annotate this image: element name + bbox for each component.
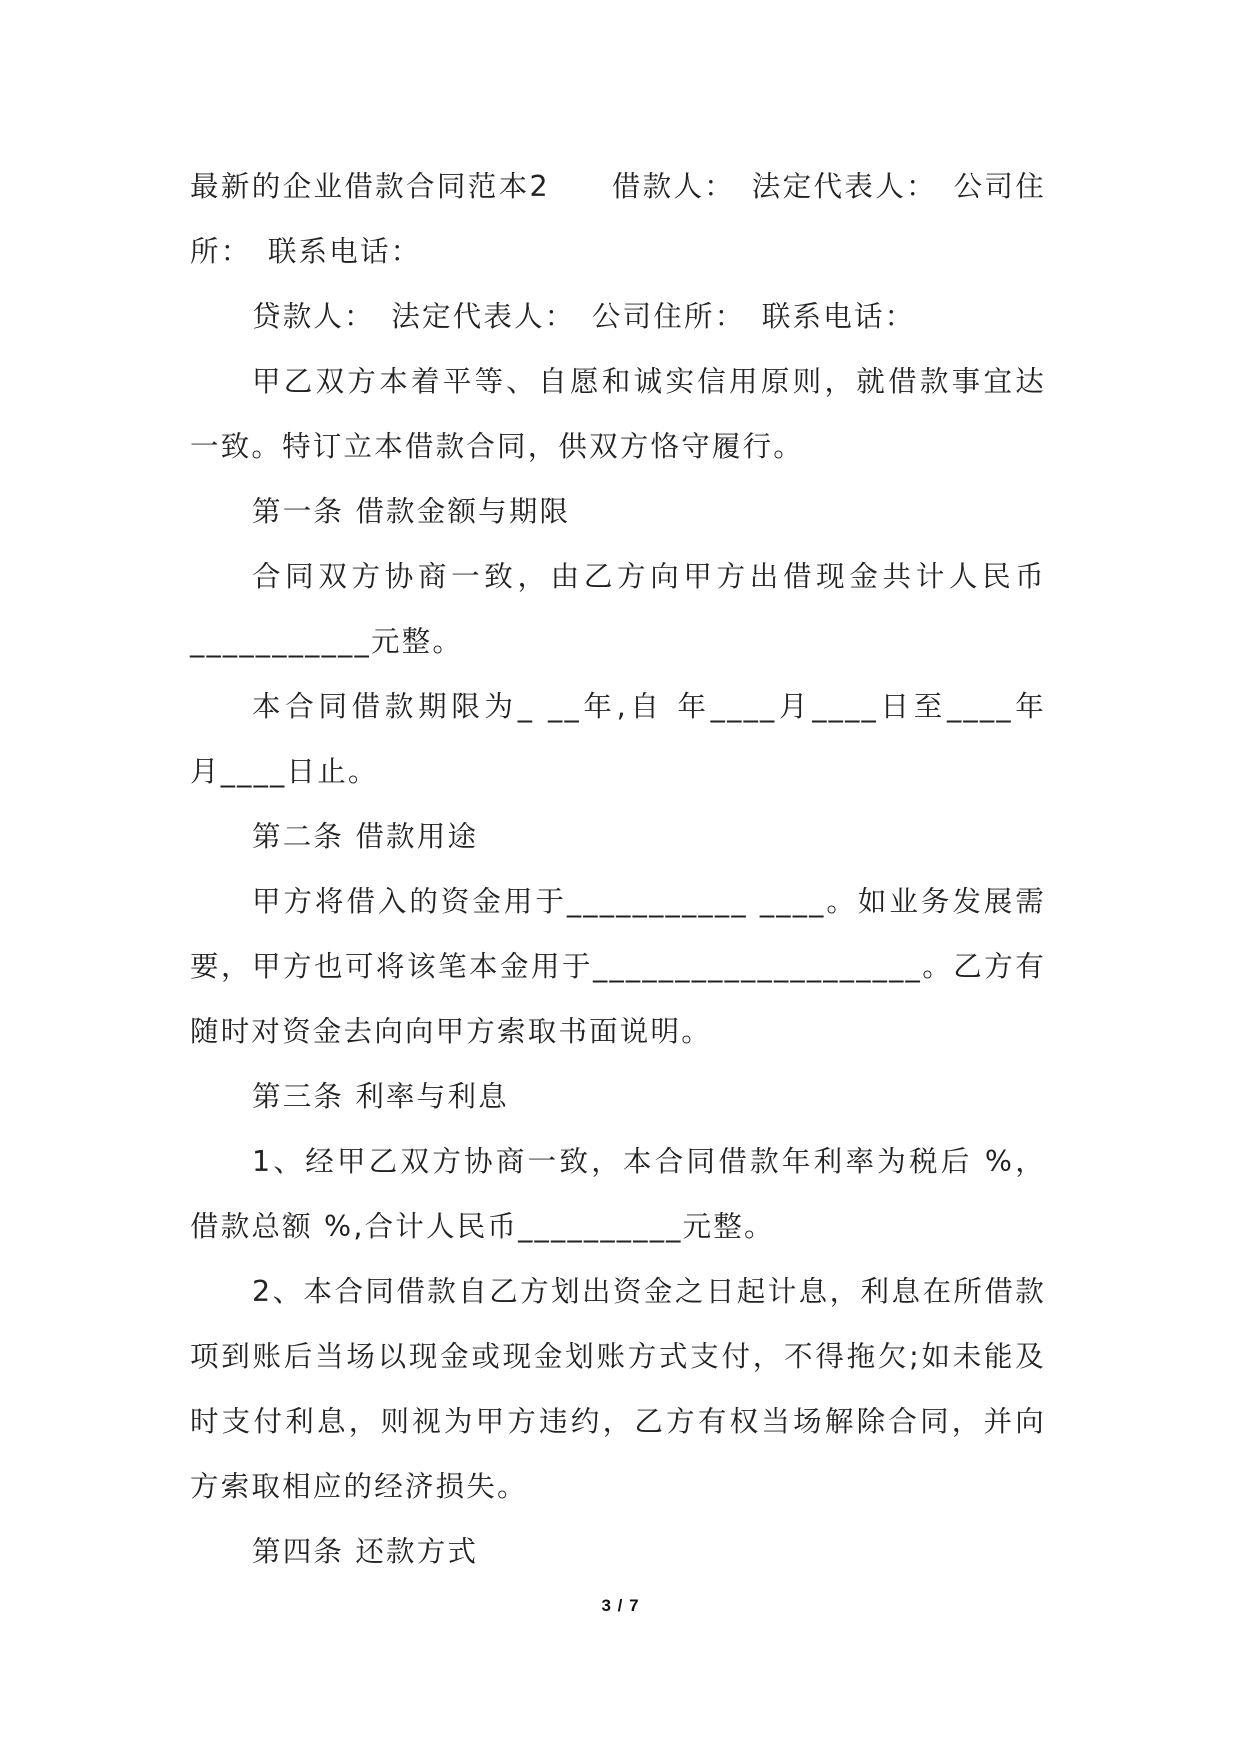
text-line: 方索取相应的经济损失。: [190, 1470, 528, 1503]
page-number: 3 / 7: [601, 1596, 640, 1615]
text-line: 甲乙双方本着平等、自愿和诚实信用原则，就借款事宜达: [252, 365, 1046, 398]
lender-line: 贷款人： 法定代表人： 公司住所： 联系电话：: [252, 300, 916, 333]
text-line: 项到账后当场以现金或现金划账方式支付，不得拖欠;如未能及: [190, 1340, 1046, 1373]
article-heading: 第一条 借款金额与期限: [252, 495, 571, 528]
text-line: ___________元整。: [190, 625, 464, 658]
text-line: 所： 联系电话：: [190, 235, 422, 268]
text-line: 1、经甲乙双方协商一致，本合同借款年利率为税后 %，: [252, 1145, 1046, 1178]
article-heading: 第四条 还款方式: [252, 1535, 479, 1568]
text-line: 甲方将借入的资金用于___________ ____。如业务发展需: [252, 885, 1046, 918]
text-line: 随时对资金去向向甲方索取书面说明。: [190, 1015, 712, 1048]
text-line: 2、本合同借款自乙方划出资金之日起计息，利息在所借款: [252, 1275, 1046, 1308]
title-line: 最新的企业借款合同范本2 借款人： 法定代表人： 公司住: [190, 170, 1046, 203]
text-line: 时支付利息，则视为甲方违约，乙方有权当场解除合同，并向: [190, 1405, 1046, 1438]
article-heading: 第三条 利率与利息: [252, 1080, 509, 1113]
article-heading: 第二条 借款用途: [252, 820, 479, 853]
text-line: 要，甲方也可将该笔本金用于____________________。乙方有: [190, 950, 1046, 983]
text-line: 借款总额 %,合计人民币__________元整。: [190, 1210, 775, 1243]
text-line: 月____日止。: [190, 755, 379, 788]
document-body: [190, 154, 1046, 1584]
text-line: 一致。特订立本借款合同，供双方恪守履行。: [190, 430, 805, 463]
text-line: 本合同借款期限为_ __年,自 年____月____日至____年: [252, 690, 1046, 723]
text-line: 合同双方协商一致，由乙方向甲方出借现金共计人民币: [252, 560, 1046, 593]
